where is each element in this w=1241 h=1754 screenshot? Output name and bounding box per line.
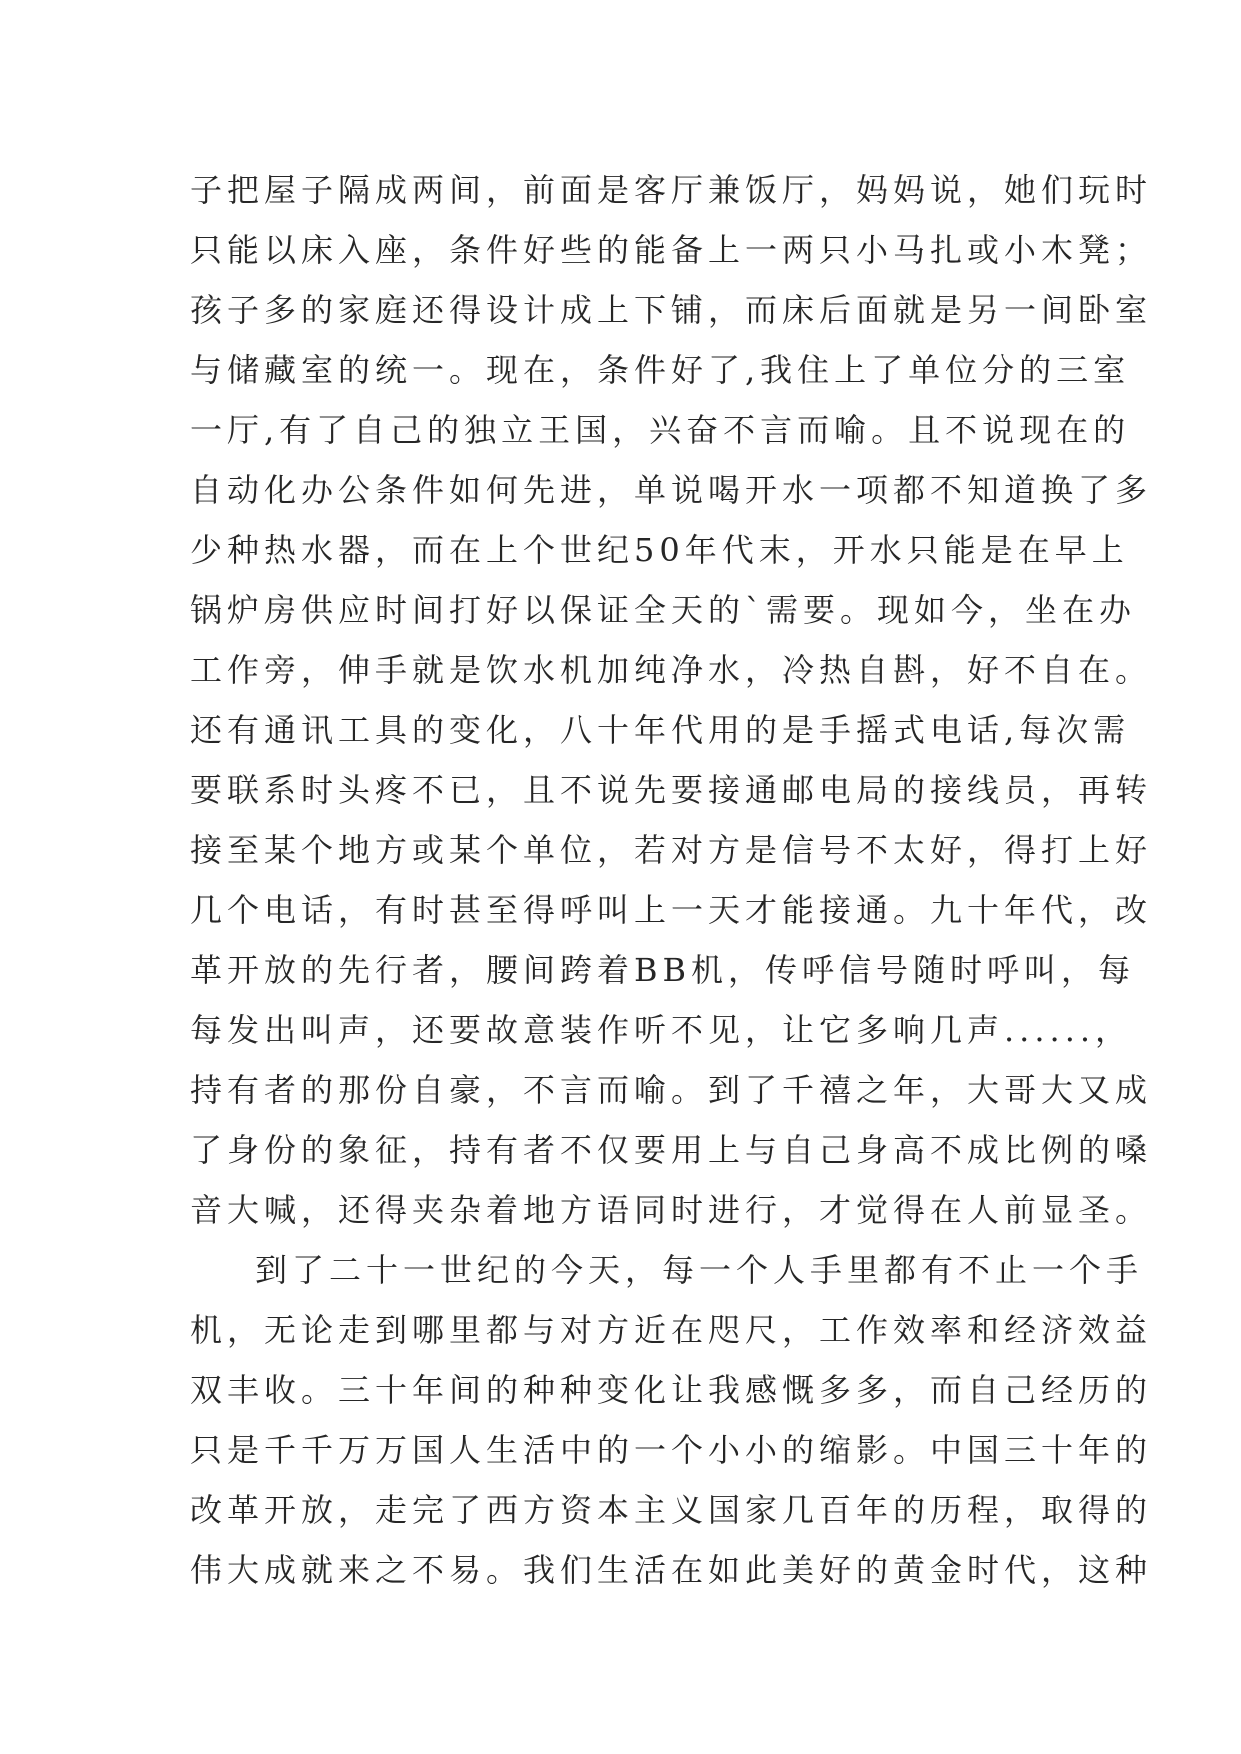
- text-line: 子把屋子隔成两间，前面是客厅兼饭厅，妈妈说，她们玩时: [190, 171, 1153, 209]
- body-text: [190, 160, 1153, 1600]
- text-line: 伟大成就来之不易。我们生活在如此美好的黄金时代，这种: [190, 1551, 1153, 1589]
- text-line: 持有者的那份自豪，不言而喻。到了千禧之年，大哥大又成: [190, 1071, 1153, 1109]
- text-line: 几个电话，有时甚至得呼叫上一天才能接通。九十年代，改: [190, 891, 1153, 929]
- paragraph-first-line: 到了二十一世纪的今天，每一个人手里都有不止一个手: [255, 1251, 1144, 1289]
- text-line: 音大喊，还得夹杂着地方语同时进行，才觉得在人前显圣。: [190, 1191, 1153, 1229]
- text-line: 只是千千万万国人生活中的一个小小的缩影。中国三十年的: [190, 1431, 1153, 1469]
- text-line: 只能以床入座，条件好些的能备上一两只小马扎或小木凳；: [190, 231, 1153, 269]
- text-line: 了身份的象征，持有者不仅要用上与自己身高不成比例的嗓: [190, 1131, 1153, 1169]
- text-line: 自动化办公条件如何先进，单说喝开水一项都不知道换了多: [190, 471, 1153, 509]
- text-line: 工作旁，伸手就是饮水机加纯净水，冷热自斟，好不自在。: [190, 651, 1153, 689]
- text-line: 每发出叫声，还要故意装作听不见，让它多响几声......，: [190, 1011, 1133, 1049]
- text-line: 接至某个地方或某个单位，若对方是信号不太好，得打上好: [190, 831, 1153, 869]
- text-line: 还有通讯工具的变化，八十年代用的是手摇式电话,每次需: [190, 711, 1131, 749]
- text-line: 双丰收。三十年间的种种变化让我感慨多多，而自己经历的: [190, 1371, 1153, 1409]
- text-line: 要联系时头疼不已，且不说先要接通邮电局的接线员，再转: [190, 771, 1153, 809]
- text-line: 孩子多的家庭还得设计成上下铺，而床后面就是另一间卧室: [190, 291, 1153, 329]
- text-line: 革开放的先行者，腰间跨着BB机，传呼信号随时呼叫，每: [190, 951, 1136, 989]
- text-line: 改革开放，走完了西方资本主义国家几百年的历程，取得的: [190, 1491, 1153, 1529]
- text-line: 一厅,有了自己的独立王国，兴奋不言而喻。且不说现在的: [190, 411, 1131, 449]
- text-line: 少种热水器，而在上个世纪50年代末，开水只能是在早上: [190, 531, 1129, 569]
- text-line: 锅炉房供应时间打好以保证全天的`需要。现如今，坐在办: [190, 591, 1137, 629]
- text-line: 与储藏室的统一。现在，条件好了,我住上了单位分的三室: [190, 351, 1131, 389]
- text-line: 机，无论走到哪里都与对方近在咫尺，工作效率和经济效益: [190, 1311, 1153, 1349]
